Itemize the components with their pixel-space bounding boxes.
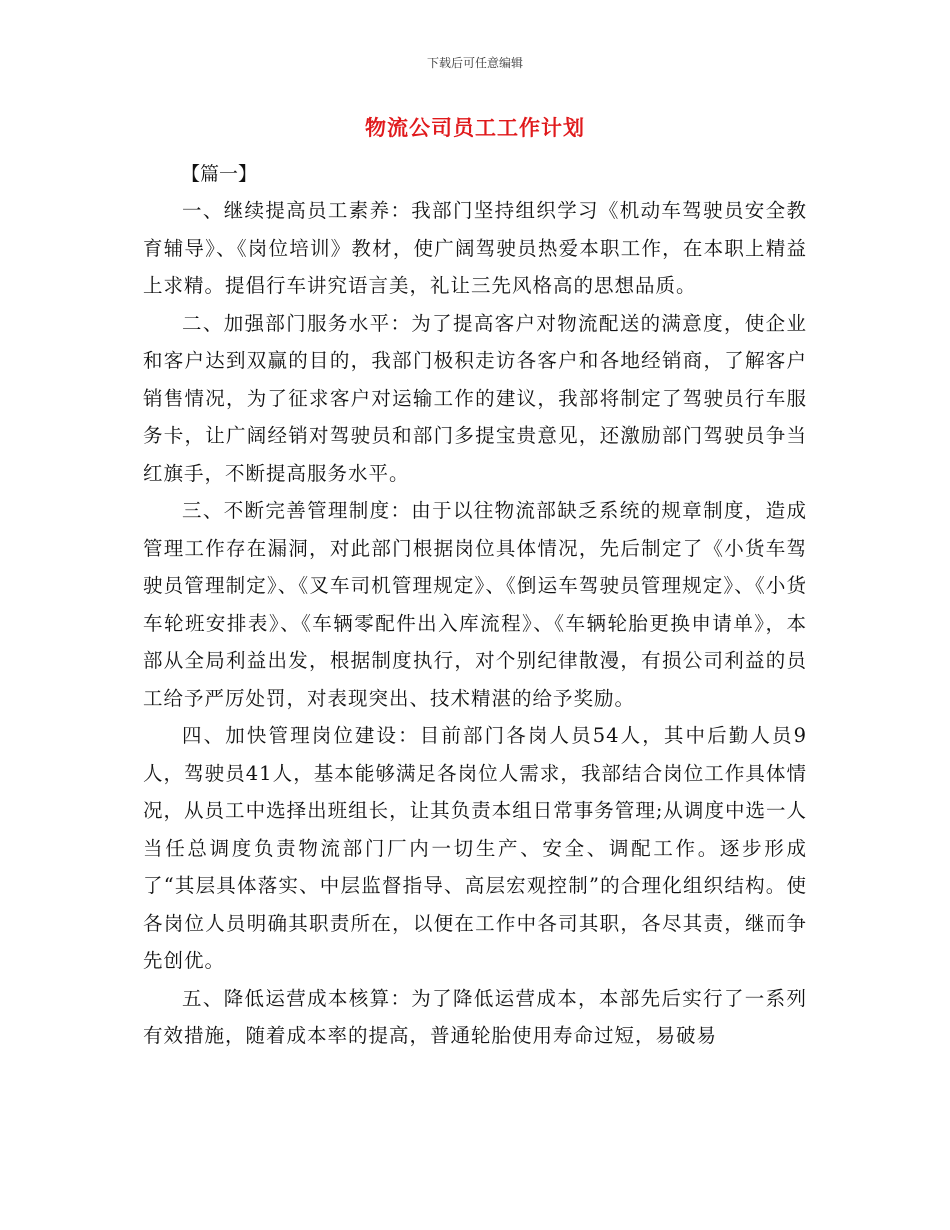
paragraph-5: 五、降低运营成本核算：为了降低运营成本，本部先后实行了一系列有效措施，随着成本率的提高，普通轮胎使用寿命过短，易破易	[143, 986, 807, 1047]
section-label: 【篇一】	[181, 163, 258, 185]
paragraph-2: 二、加强部门服务水平：为了提高客户对物流配送的满意度，使企业和客户达到双赢的目的，我部门极积走访各客户和各地经销商，了解客户销售情况，为了征求客户对运输工作的建议，我部将制定了驾驶员行车服务卡，让广阔经销对驾驶员和部门多提宝贵意见，还激励部门驾驶员争当红旗手，不断提高服务水平。	[143, 311, 807, 485]
document-body	[143, 156, 807, 1055]
paragraph-1: 一、继续提高员工素养：我部门坚持组织学习《机动车驾驶员安全教育辅导》、《岗位培训》教材，使广阔驾驶员热爱本职工作，在本职上精益上求精。提倡行车讲究语言美，礼让三先风格高的思想品质。	[143, 199, 807, 297]
paragraph-3: 三、不断完善管理制度：由于以往物流部缺乏系统的规章制度，造成管理工作存在漏洞，对此部门根据岗位具体情况，先后制定了《小货车驾驶员管理制定》、《叉车司机管理规定》、《倒运车驾驶员管理规定》、《小货车轮班安排表》、《车辆零配件出入库流程》、《车辆轮胎更换申请单》，本部从全局利益出发，根据制度执行，对个别纪律散漫，有损公司利益的员工给予严厉处罚，对表现突出、技术精湛的给予奖励。	[143, 499, 807, 710]
paragraph-4: 四、加快管理岗位建设：目前部门各岗人员54人，其中后勤人员9人，驾驶员41人，基本能够满足各岗位人需求，我部结合岗位工作具体情况，从员工中选择出班组长，让其负责本组日常事务管理;从调度中选一人当任总调度负责物流部门厂内一切生产、安全、调配工作。逐步形成了“其层具体落实、中层监督指导、高层宏观控制”的合理化组织结构。使各岗位人员明确其职责所在，以便在工作中各司其职，各尽其责，继而争先创优。	[143, 724, 807, 972]
document-title: 物流公司员工工作计划	[365, 116, 585, 140]
header-note: 下载后可任意编辑	[426, 56, 523, 70]
